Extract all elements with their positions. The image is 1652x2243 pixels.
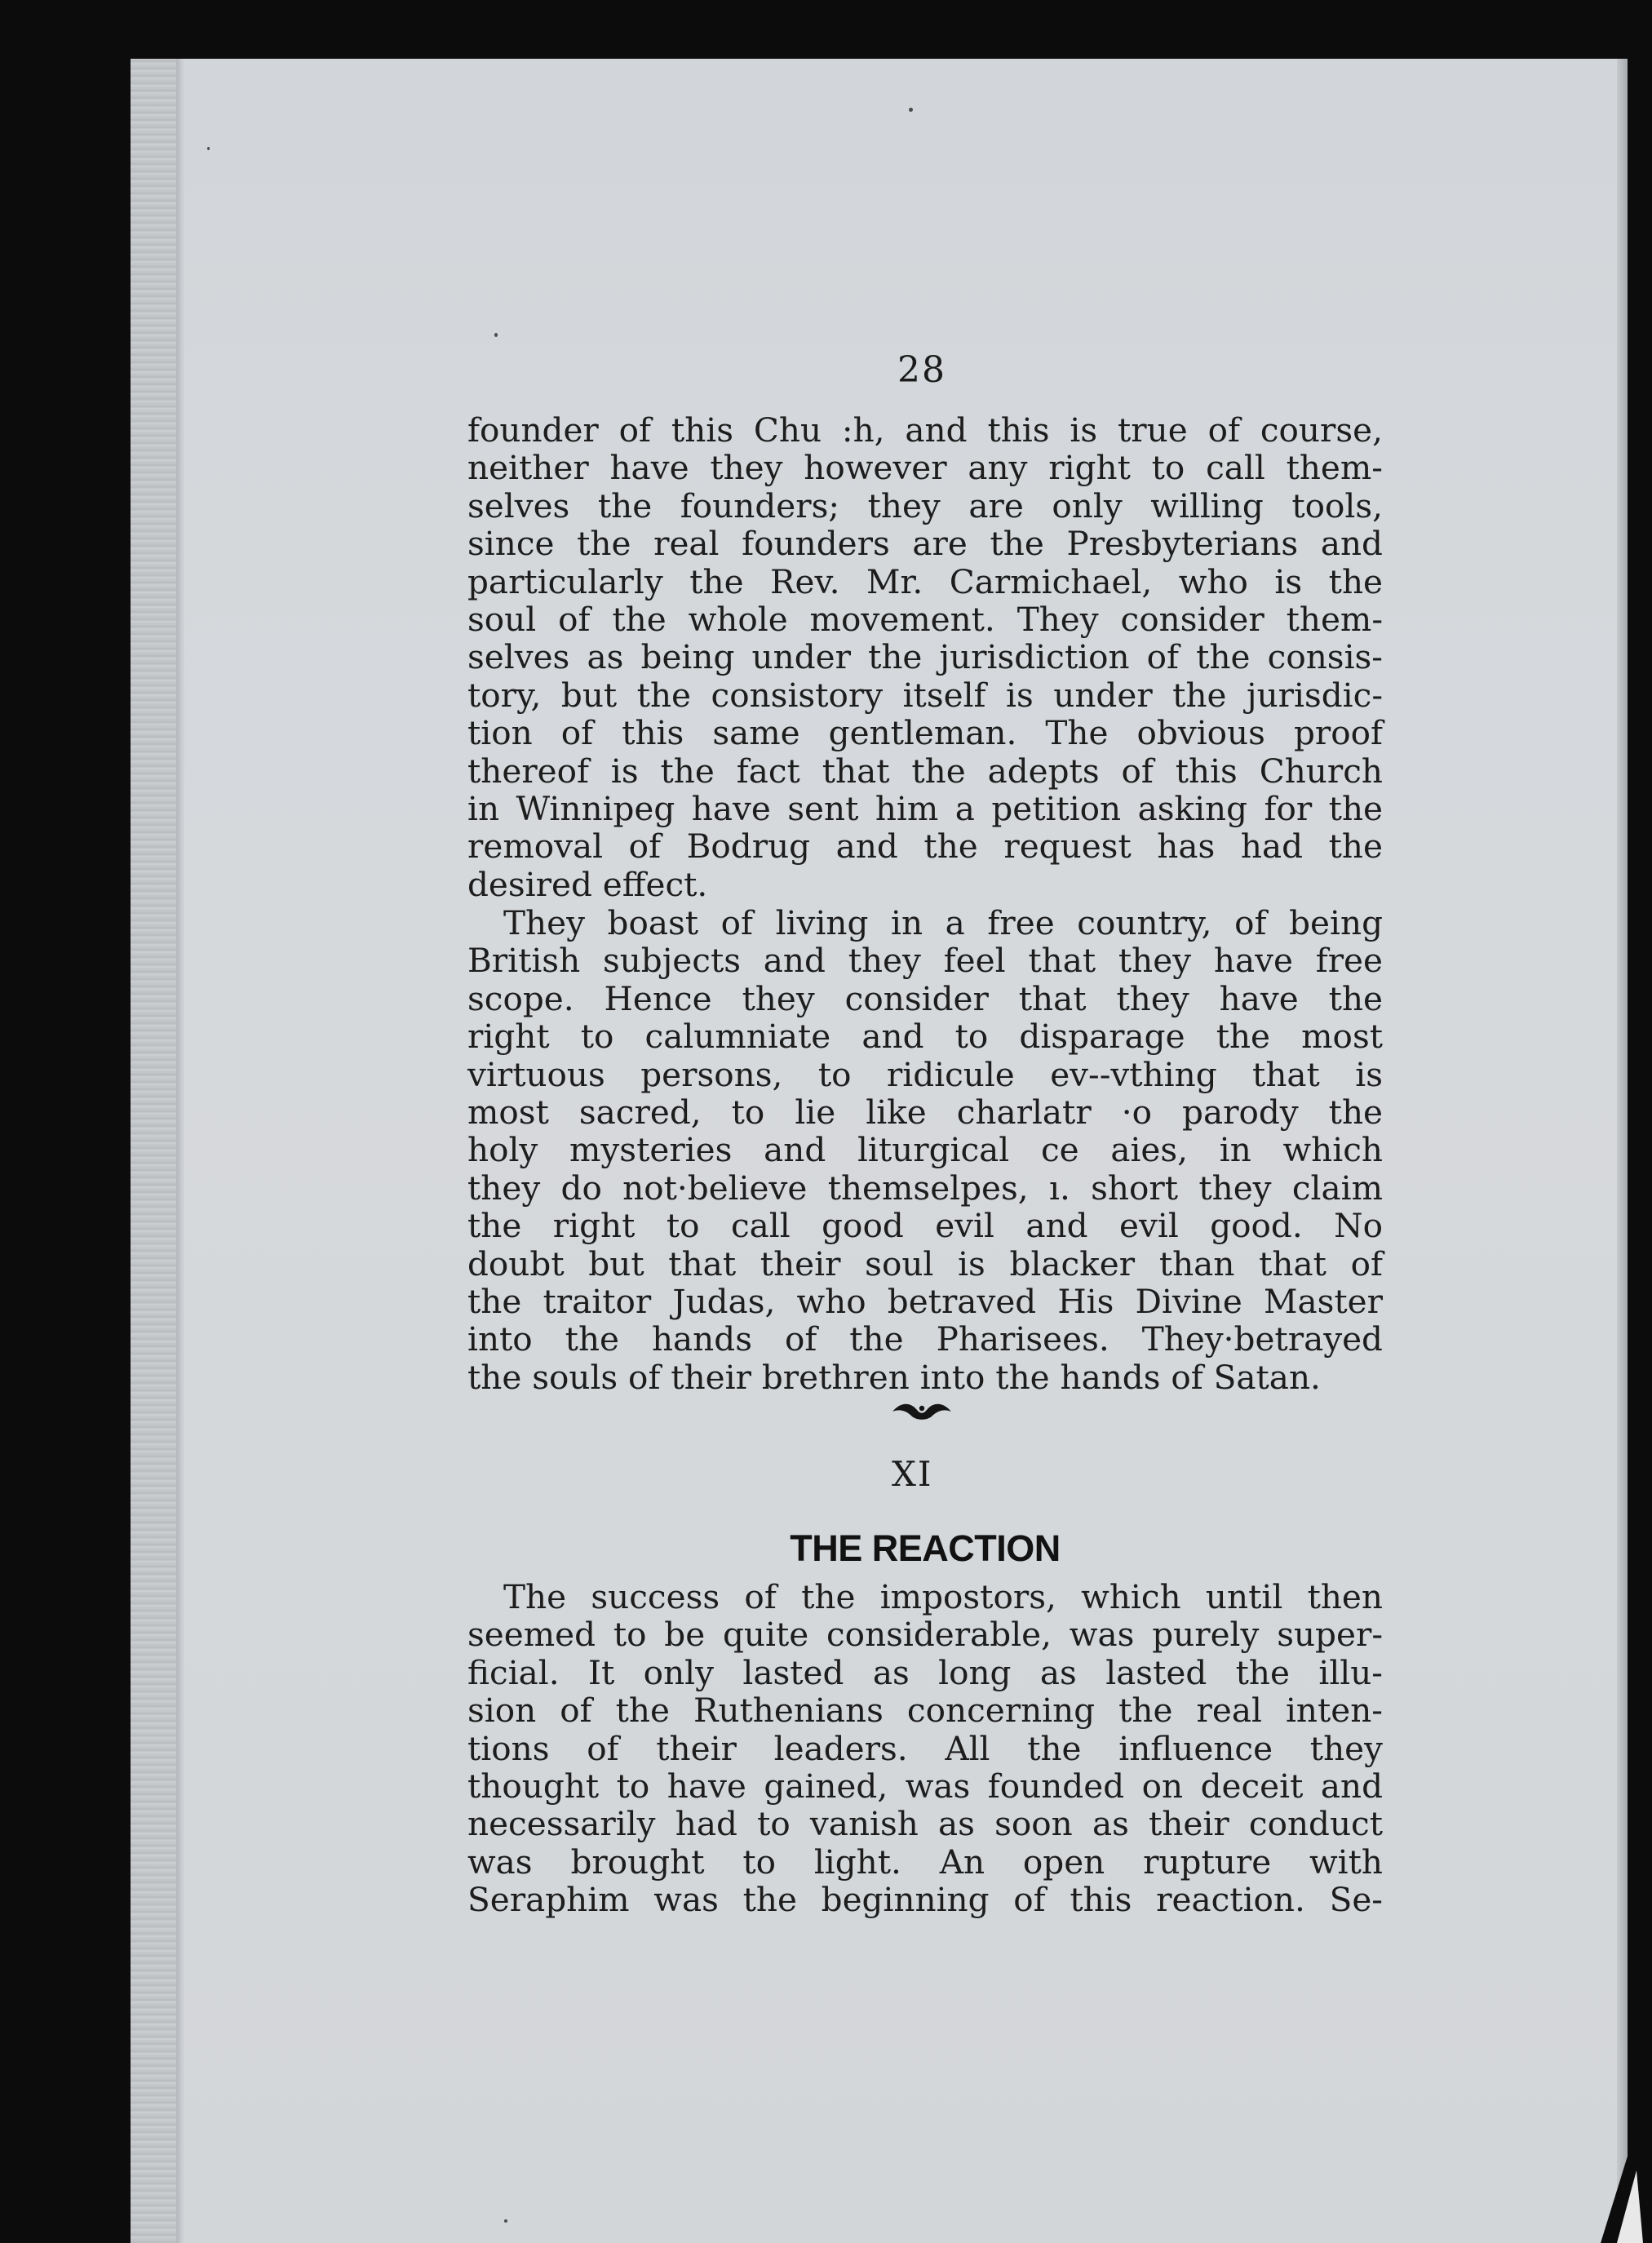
text-line: virtuous persons, to ridicule ev--vthing that is: [467, 1054, 1383, 1094]
text-line: soul of the whole movement. They consider them-: [467, 600, 1383, 640]
text-line: Seraphim was the beginning of this reaction. Se-: [467, 1880, 1383, 1920]
text-line: tory, but the consistory itself is under the jurisdic-: [467, 675, 1383, 715]
text-line: desired effect.: [467, 864, 708, 904]
page-right-edge: [1617, 59, 1628, 2243]
paragraph-reaction: [467, 1578, 1383, 1919]
binding-shadow: [176, 59, 184, 2243]
text-line: the right to call good evil and evil good. No: [467, 1206, 1383, 1246]
text-line: the traitor Judas, who betraved His Divine Master: [467, 1282, 1383, 1322]
text-line: into the hands of the Pharisees. They·betrayed: [467, 1319, 1383, 1359]
text-line: most sacred, to lie like charlatr ·o parody the: [467, 1093, 1383, 1133]
text-line: selves the founders; they are only willing tools,: [467, 485, 1383, 525]
page-corner-curl: [1601, 2121, 1652, 2243]
text-line: tions of their leaders. All the influence they: [467, 1728, 1383, 1768]
text-line: sion of the Ruthenians concerning the real inten-: [467, 1691, 1383, 1731]
chapter-number: XI: [892, 1454, 933, 1494]
text-line: selves as being under the jurisdiction of the consis-: [467, 637, 1383, 677]
text-line: tion of this same gentleman. The obvious proof: [467, 713, 1383, 753]
dust-speck: [504, 2219, 507, 2223]
text-line: ficial. It only lasted as long as lasted the illu-: [467, 1652, 1383, 1692]
text-line: necessarily had to vanish as soon as their conduct: [467, 1804, 1383, 1844]
fleuron-icon: [889, 1394, 954, 1426]
paragraph-boast: [467, 904, 1383, 1396]
text-line: seemed to be quite considerable, was purely super-: [467, 1615, 1383, 1655]
text-line: doubt but that their soul is blacker than that of: [467, 1243, 1383, 1283]
text-line: holy mysteries and liturgical ce aies, in which: [467, 1130, 1383, 1170]
text-line: right to calumniate and to disparage the most: [467, 1017, 1383, 1057]
text-line: particularly the Rev. Mr. Carmichael, who is the: [467, 561, 1383, 601]
text-line: thereof is the fact that the adepts of this Church: [467, 751, 1383, 791]
text-line: since the real founders are the Presbyterians and: [467, 524, 1383, 564]
text-line: the souls of their brethren into the hands of Satan.: [467, 1357, 1321, 1397]
page-number: 28: [897, 349, 946, 391]
text-line: British subjects and they feel that they have free: [467, 941, 1383, 981]
chapter-title: THE REACTION: [790, 1527, 1061, 1569]
text-line: They boast of living in a free country, of being: [503, 903, 1383, 942]
binding-edge: [131, 59, 176, 2243]
dust-speck: [494, 333, 498, 337]
text-line: they do not·believe themselpes, ı. short they claim: [467, 1168, 1383, 1208]
text-line: in Winnipeg have sent him a petition asking for the: [467, 789, 1383, 829]
text-line: founder of this Chu :h, and this is true of course,: [467, 410, 1383, 450]
text-line: thought to have gained, was founded on deceit and: [467, 1766, 1383, 1806]
text-line: was brought to light. An open rupture with: [467, 1842, 1383, 1882]
dust-speck: [207, 147, 210, 150]
text-line: The success of the impostors, which until then: [503, 1577, 1383, 1616]
text-line: removal of Bodrug and the request has had the: [467, 827, 1383, 867]
text-line: neither have they however any right to call them-: [467, 448, 1383, 488]
paragraph-continuation: [467, 411, 1383, 903]
text-line: scope. Hence they consider that they have the: [467, 978, 1383, 1018]
dust-speck: [909, 108, 913, 112]
